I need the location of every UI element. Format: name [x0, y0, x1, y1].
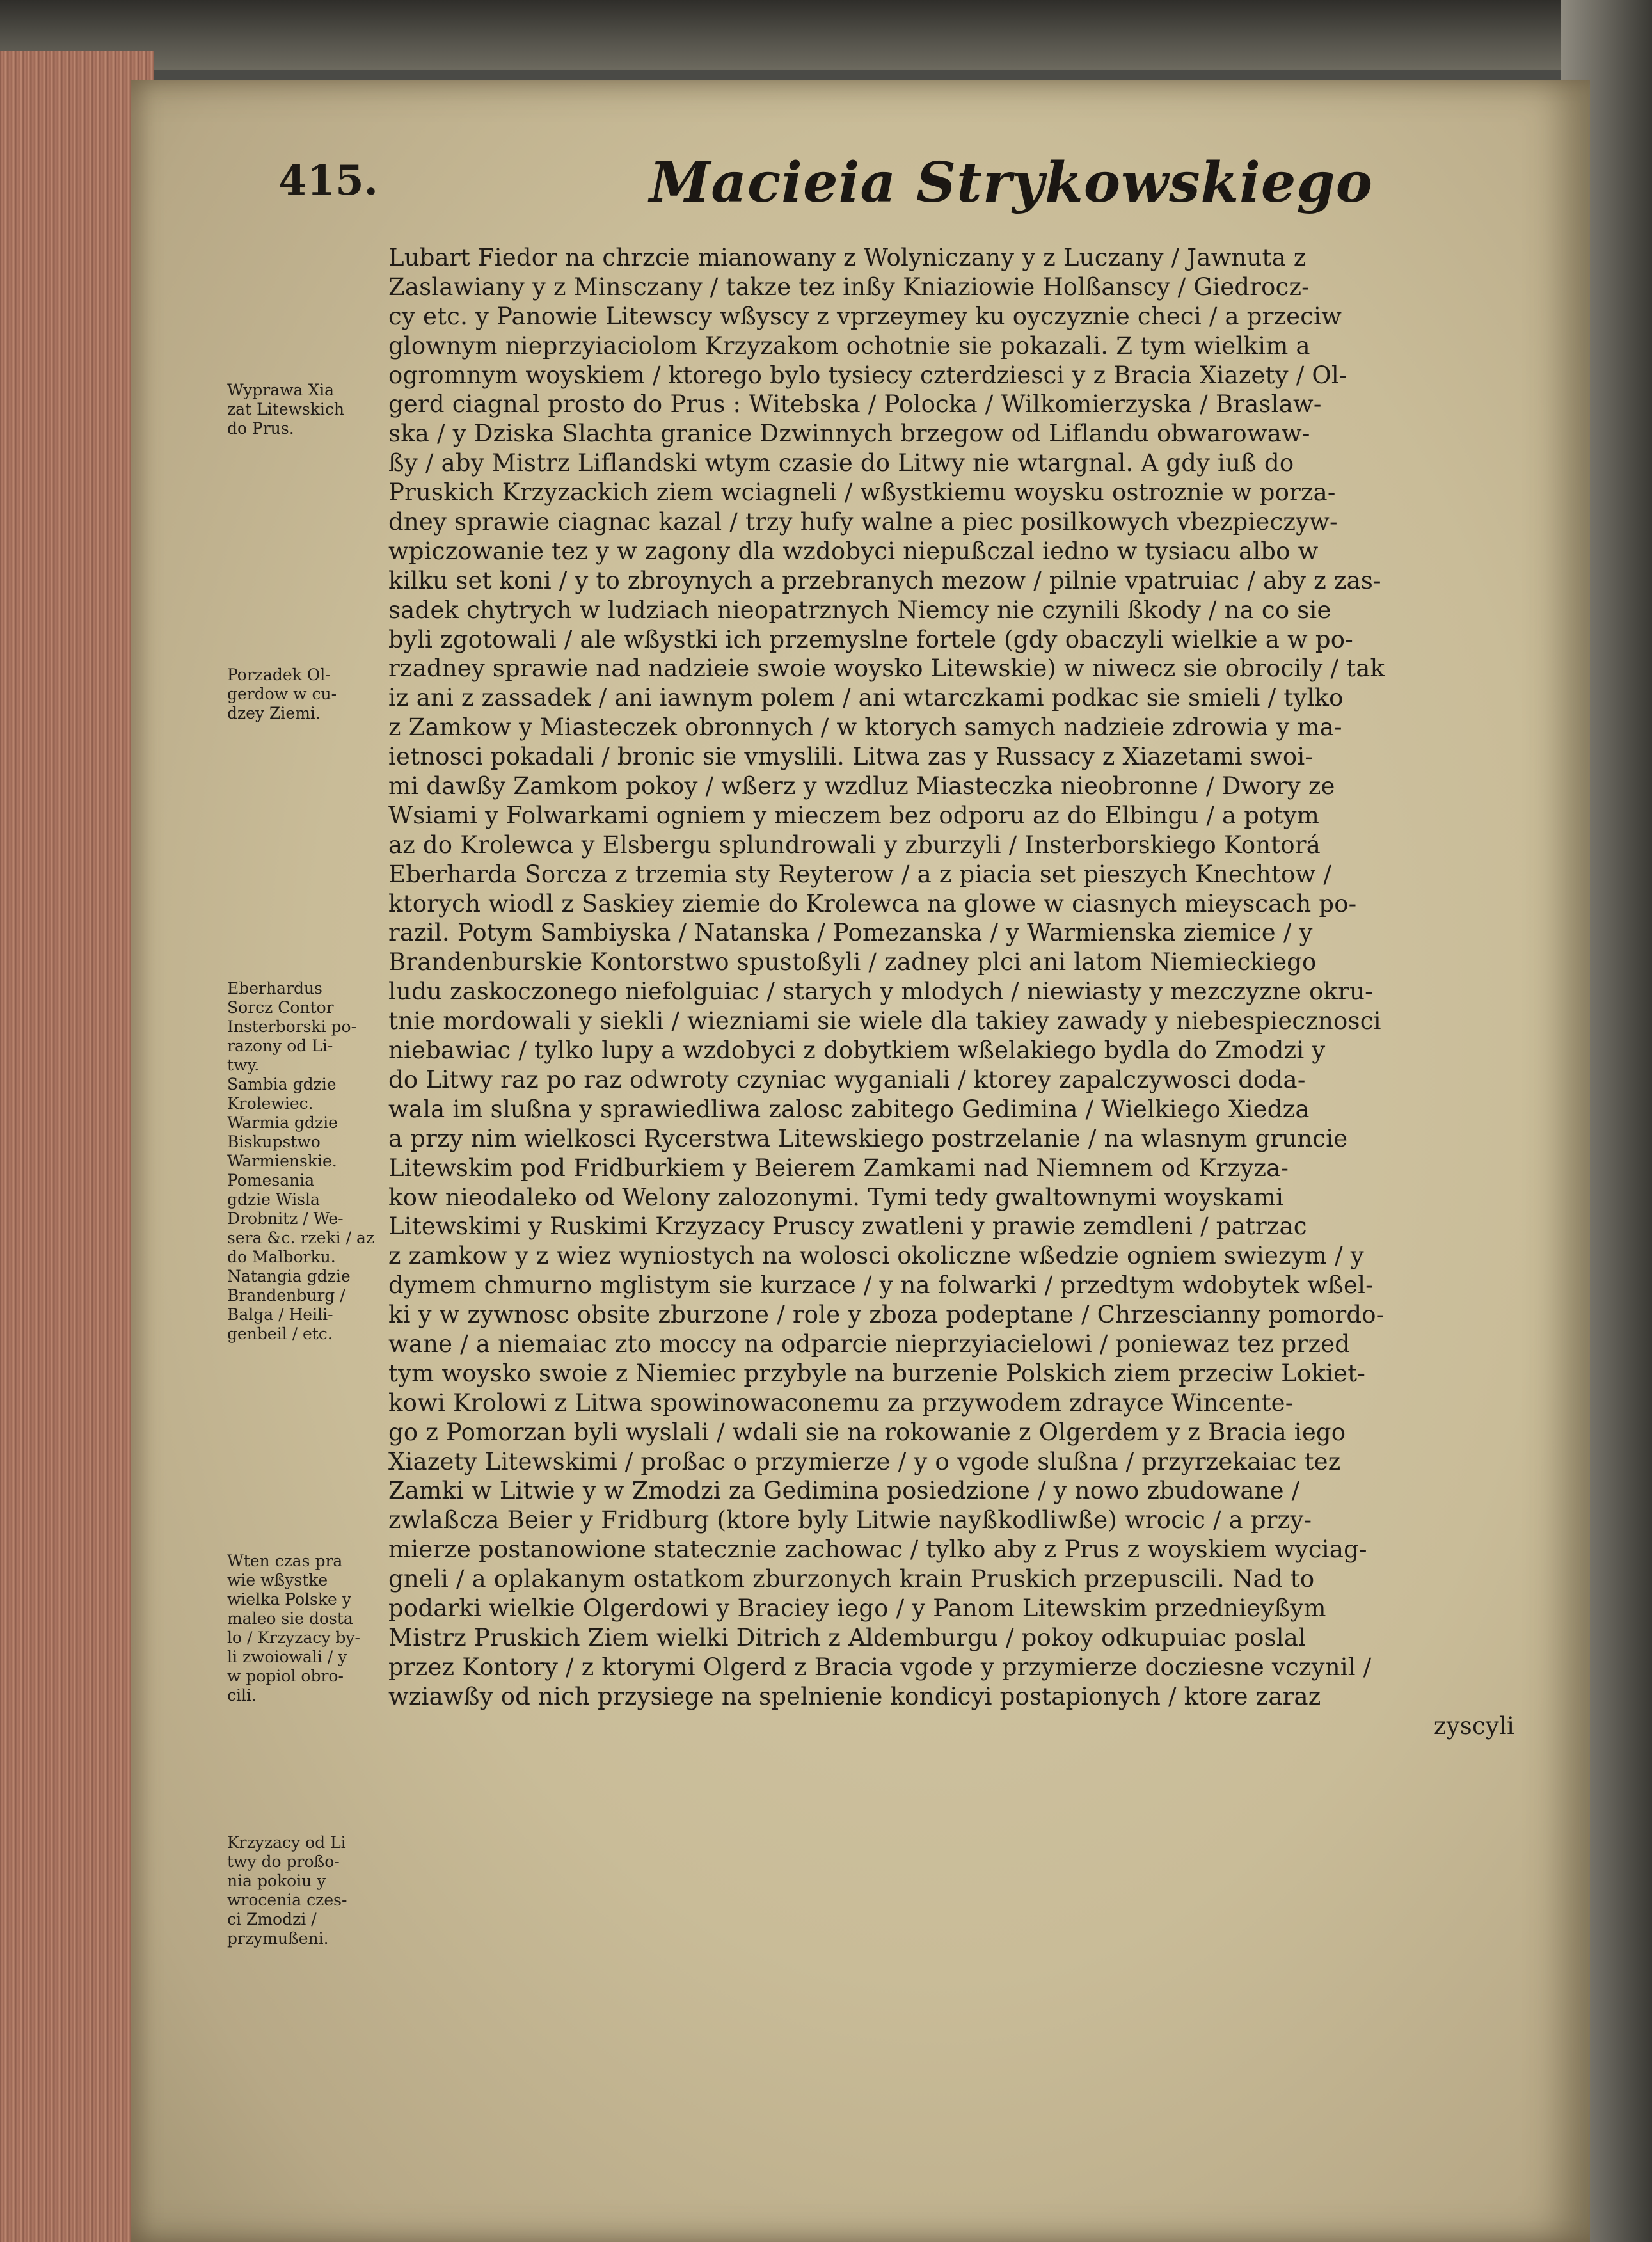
- marginal-note-line: genbeil / etc.: [227, 1324, 333, 1343]
- text-line: Wsiami y Folwarkami ogniem y mieczem bez odporu az do Elbingu / a potym: [388, 801, 1319, 829]
- marginal-note: [227, 1552, 381, 1705]
- marginal-note-line: Warmia gdzie: [227, 1113, 338, 1132]
- marginal-note-line: Insterborski po-: [227, 1017, 357, 1036]
- text-line: cy etc. y Panowie Litewscy wßyscy z vprzeymey ku oyczyznie checi / a przeciw: [388, 302, 1342, 330]
- marginal-note-line: li zwoiowali / y: [227, 1648, 347, 1666]
- marginal-note-line: ci Zmodzi /: [227, 1910, 317, 1928]
- text-line: podarki wielkie Olgerdowi y Braciey iego / y Panom Litewskim przednieyßym: [388, 1594, 1326, 1622]
- text-line: wziawßy od nich przysiege na spelnienie kondicyi postapionych / ktore zaraz: [388, 1682, 1321, 1710]
- text-line: kowi Krolowi z Litwa spowinowaconemu za przywodem zdrayce Wincente-: [388, 1388, 1294, 1417]
- text-line: z zamkow y z wiez wyniostych na wolosci okoliczne wßedzie ogniem swiezym / y: [388, 1242, 1364, 1270]
- text-line: Mistrz Pruskich Ziem wielki Ditrich z Aldemburgu / pokoy odkupuiac poslal: [388, 1623, 1307, 1651]
- page-fore-edge: [0, 51, 154, 2242]
- text-line: Litewskimi y Ruskimi Krzyzacy Pruscy zwatleni y prawie zemdleni / patrzac: [388, 1212, 1307, 1241]
- marginal-note-line: nia pokoiu y: [227, 1872, 326, 1890]
- marginal-note-line: dzey Ziemi.: [227, 704, 321, 722]
- text-line: Litewskim pod Fridburkiem y Beierem Zamkami nad Niemnem od Krzyza-: [388, 1154, 1289, 1182]
- marginal-note-line: w popiol obro-: [227, 1667, 344, 1685]
- text-line: gerd ciagnal prosto do Prus : Witebska / Polocka / Wilkomierzyska / Braslaw-: [388, 390, 1322, 418]
- marginal-note-line: wie wßystke: [227, 1571, 328, 1589]
- marginal-note-line: zat Litewskich: [227, 400, 344, 418]
- marginal-note: [227, 381, 381, 438]
- marginal-note-line: Wyprawa Xia: [227, 381, 335, 399]
- text-line: kow nieodaleko od Welony zalozonymi. Tymi tedy gwaltownymi woyskami: [388, 1183, 1284, 1211]
- text-line: Brandenburskie Kontorstwo spustoßyli / zadney plci ani latom Niemieckiego: [388, 948, 1317, 976]
- marginal-note: [227, 1833, 381, 1948]
- text-line: z Zamkow y Miasteczek obronnych / w ktorych samych nadzieie zdrowia y ma-: [388, 713, 1342, 742]
- text-line: ßy / aby Mistrz Liflandski wtym czasie do Litwy nie wtargnal. A gdy iuß do: [388, 449, 1294, 477]
- text-line: tnie mordowali y siekli / wiezniami sie wiele dla takiey zawady y niebespiecznosci: [388, 1007, 1381, 1035]
- marginal-note-line: Wten czas pra: [227, 1552, 343, 1570]
- text-line: niebawiac / tylko lupy a wzdobyci z dobytkiem wßelakiego bydla do Zmodzi y: [388, 1037, 1326, 1065]
- text-line: az do Krolewca y Elsbergu splundrowali y zburzyli / Insterborskiego Kontorá: [388, 831, 1321, 859]
- body-text: [388, 243, 1585, 1740]
- marginal-note-line: Drobnitz / We-: [227, 1209, 344, 1228]
- marginal-note-line: wrocenia czes-: [227, 1891, 347, 1909]
- text-line: wane / a niemaiac zto moccy na odparcie nieprzyiacielowi / poniewaz tez przed: [388, 1330, 1351, 1358]
- text-line: Zaslawiany y z Minsczany / takze tez inßy Kniaziowie Holßanscy / Giedrocz-: [388, 273, 1310, 301]
- page-number: 415.: [278, 157, 378, 205]
- text-line: Lubart Fiedor na chrzcie mianowany z Wolyniczany y z Luczany / Jawnuta z: [388, 244, 1307, 271]
- marginal-note-line: Balga / Heili-: [227, 1305, 333, 1324]
- text-line: ludu zaskoczonego niefolguiac / starych y mlodych / niewiasty y mezczyzne okru-: [388, 978, 1373, 1006]
- marginal-note: [227, 665, 381, 723]
- marginal-note: [227, 979, 381, 1344]
- text-line: dney sprawie ciagnac kazal / trzy hufy walne a piec posilkowych vbezpieczyw-: [388, 508, 1338, 536]
- text-line: ogromnym woyskiem / ktorego bylo tysiecy czterdziesci y z Bracia Xiazety / Ol-: [388, 361, 1347, 389]
- text-line: do Litwy raz po raz odwroty czyniac wyganiali / ktorey zapalczywosci doda-: [388, 1065, 1306, 1093]
- marginal-note-line: Sambia gdzie: [227, 1075, 337, 1093]
- text-line: ska / y Dziska Slachta granice Dzwinnych brzegow od Liflandu obwarowaw-: [388, 420, 1310, 448]
- text-line: rzadney sprawie nad nadzieie swoie woysko Litewskie) w niwecz sie obrocily / tak: [388, 655, 1385, 683]
- text-line: a przy nim wielkosci Rycerstwa Litewskiego postrzelanie / na wlasnym gruncie: [388, 1124, 1348, 1152]
- text-line: przez Kontory / z ktorymi Olgerd z Bracia vgode y przymierze docziesne vczynil /: [388, 1653, 1372, 1681]
- text-line: Xiazety Litewskimi / proßac o przymierze / y o vgode slußna / przyrzekaiac tez: [388, 1447, 1341, 1475]
- text-line: dymem chmurno mglistym sie kurzace / y na folwarki / przedtym wdobytek wßel-: [388, 1271, 1374, 1300]
- marginal-note-line: przymußeni.: [227, 1929, 329, 1948]
- catchword: zyscyli: [1433, 1712, 1514, 1740]
- text-line: sadek chytrych w ludziach nieopatrznych Niemcy nie czynili ßkody / na co sie: [388, 596, 1331, 624]
- text-line: ietnosci pokadali / bronic sie vmyslili. Litwa zas y Russacy z Xiazetami swoi-: [388, 743, 1314, 771]
- marginal-note-line: cili.: [227, 1686, 257, 1705]
- text-line: kilku set koni / y to zbroynych a przebranych mezow / pilnie vpatruiac / aby z zas-: [388, 566, 1381, 594]
- marginal-note-line: Natangia gdzie: [227, 1267, 351, 1285]
- marginal-note-line: gerdow w cu-: [227, 685, 337, 703]
- marginal-note-line: do Malborku.: [227, 1248, 336, 1266]
- book-cover-top: [0, 0, 1652, 70]
- marginal-note-line: lo / Krzyzacy by-: [227, 1628, 361, 1647]
- text-line: mierze postanowione statecznie zachowac / tylko aby z Prus z woyskiem wyciag-: [388, 1536, 1367, 1564]
- page: [131, 80, 1590, 2242]
- marginal-note-line: Porzadek Ol-: [227, 665, 331, 684]
- text-line: go z Pomorzan byli wyslali / wdali sie na rokowanie z Olgerdem y z Bracia iego: [388, 1418, 1346, 1446]
- text-line: ktorych wiodl z Saskiey ziemie do Krolewca na glowe w ciasnych mieyscach po-: [388, 889, 1357, 918]
- marginal-note-line: wielka Polske y: [227, 1590, 351, 1609]
- text-line: mi dawßy Zamkom pokoy / wßerz y wzdluz Miasteczka nieobronne / Dwory ze: [388, 772, 1335, 800]
- marginal-note-line: Brandenburg /: [227, 1286, 345, 1305]
- marginal-note-line: Pomesania: [227, 1171, 315, 1189]
- text-line: glownym nieprzyiaciolom Krzyzakom ochotnie sie pokazali. Z tym wielkim a: [388, 331, 1310, 360]
- marginal-note-line: twy do proßo-: [227, 1852, 340, 1871]
- marginal-note-line: twy.: [227, 1056, 260, 1074]
- text-line: wpiczowanie tez y w zagony dla wzdobyci niepußczal iedno w tysiacu albo w: [388, 537, 1319, 565]
- text-line: tym woysko swoie z Niemiec przybyle na burzenie Polskich ziem przeciw Lokiet-: [388, 1359, 1366, 1387]
- marginal-note-line: Krzyzacy od Li: [227, 1833, 346, 1852]
- marginal-note-line: gdzie Wisla: [227, 1190, 320, 1209]
- text-line: gneli / a oplakanym ostatkom zburzonych krain Pruskich przepuscili. Nad to: [388, 1565, 1315, 1593]
- text-line: Zamki w Litwie y w Zmodzi za Gedimina posiedzione / y nowo zbudowane /: [388, 1477, 1300, 1505]
- marginal-note-line: Krolewiec.: [227, 1094, 314, 1113]
- running-title: Macieia Strykowskiego: [649, 150, 1373, 215]
- marginal-note-line: Sorcz Contor: [227, 998, 334, 1017]
- text-line: Eberharda Sorcza z trzemia sty Reyterow / a z piacia set pieszych Knechtow /: [388, 860, 1332, 888]
- marginal-note-line: sera &c. rzeki / az: [227, 1228, 375, 1247]
- text-line: iz ani z zassadek / ani iawnym polem / ani wtarczkami podkac sie smieli / tylko: [388, 684, 1344, 712]
- text-line: Pruskich Krzyzackich ziem wciagneli / wßystkiemu woysku ostroznie w porza-: [388, 479, 1336, 507]
- text-line: ki y w zywnosc obsite zburzone / role y zboza podeptane / Chrzescianny pomordo-: [388, 1301, 1385, 1329]
- marginal-note-line: do Prus.: [227, 419, 294, 438]
- text-line: byli zgotowali / ale wßystki ich przemyslne fortele (gdy obaczyli wielkie a w po-: [388, 625, 1353, 653]
- marginal-note-line: maleo sie dosta: [227, 1609, 353, 1628]
- marginal-note-line: Warmienskie.: [227, 1152, 337, 1170]
- text-line: razil. Potym Sambiyska / Natanska / Pomezanska / y Warmienska ziemice / y: [388, 919, 1313, 947]
- marginal-note-line: razony od Li-: [227, 1037, 333, 1055]
- text-line: zwlaßcza Beier y Fridburg (ktore byly Litwie nayßkodliwße) wrocic / a przy-: [388, 1506, 1312, 1534]
- marginal-note-line: Eberhardus: [227, 979, 322, 998]
- text-line: wala im slußna y sprawiedliwa zalosc zabitego Gedimina / Wielkiego Xiedza: [388, 1095, 1310, 1123]
- marginal-note-line: Biskupstwo: [227, 1133, 321, 1151]
